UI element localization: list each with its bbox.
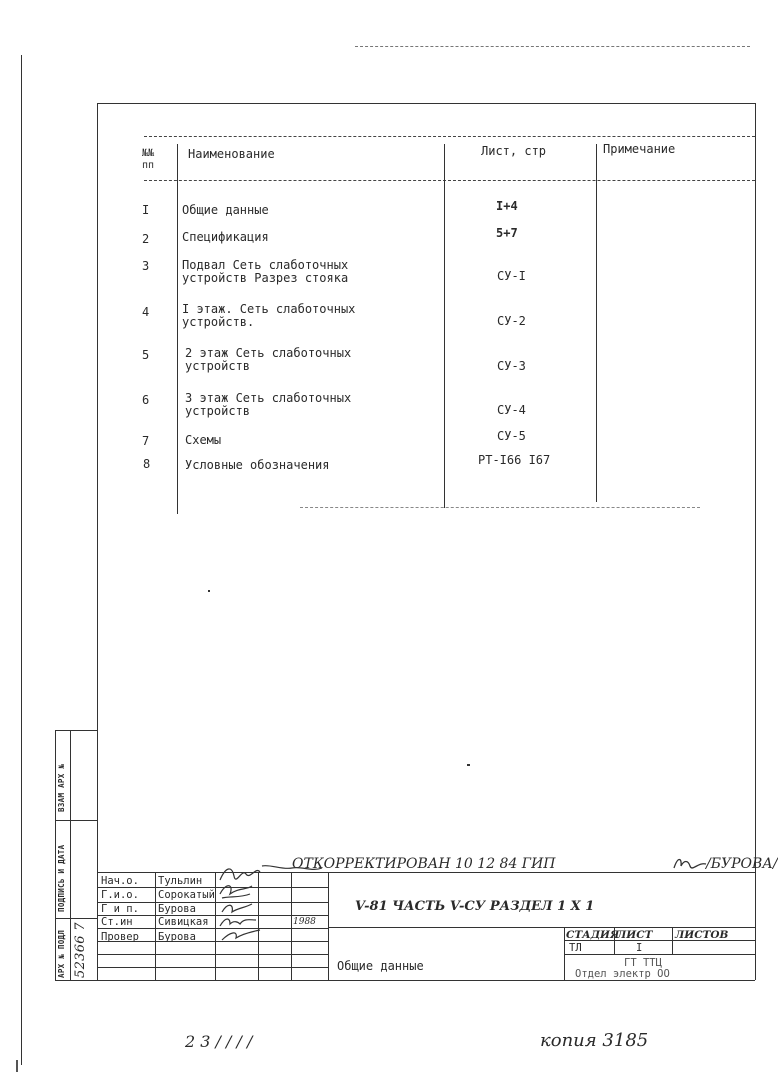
bottom-handwriting-right: копия 3185 bbox=[540, 1030, 649, 1051]
role-label: Провер bbox=[101, 931, 139, 943]
person-name: Бурова bbox=[158, 931, 196, 943]
row-number: 4 bbox=[142, 305, 150, 319]
side-stamp-label: АРХ № ПОДЛ bbox=[57, 929, 66, 978]
title-block-rule bbox=[564, 927, 565, 980]
sheet-value: I bbox=[636, 942, 643, 954]
organization-line-1: ГТ ТТЦ bbox=[624, 957, 662, 969]
side-stamp-rule bbox=[70, 730, 71, 980]
header-name: Наименование bbox=[188, 147, 275, 161]
frame-left bbox=[97, 103, 98, 980]
role-label: Ст.ин bbox=[101, 916, 133, 928]
title-block-rule bbox=[672, 927, 673, 954]
row-number: 8 bbox=[143, 457, 151, 471]
table-bottom-rule bbox=[300, 507, 700, 508]
row-name: 3 этаж Сеть слаботочных устройств bbox=[185, 391, 352, 418]
row-sheet: СУ-I bbox=[497, 269, 526, 283]
row-name: Условные обозначения bbox=[185, 458, 330, 472]
row-sheet: СУ-5 bbox=[497, 429, 526, 443]
row-sheet: СУ-3 bbox=[497, 359, 526, 373]
row-sheet: СУ-4 bbox=[497, 403, 526, 417]
archive-number: 52366 7 bbox=[73, 922, 88, 978]
title-block-rule bbox=[97, 967, 328, 968]
role-label: Нач.о. bbox=[101, 875, 139, 887]
signature-marks bbox=[216, 862, 328, 950]
binding-line bbox=[21, 55, 22, 1065]
correction-name: /БУРОВА/ bbox=[706, 856, 778, 872]
header-sheet: Лист, стр bbox=[481, 144, 547, 158]
table-header-bottom-rule bbox=[144, 180, 755, 181]
header-number: №№ пп bbox=[142, 148, 155, 171]
side-stamp-label: ВЗАМ АРХ № bbox=[57, 763, 66, 812]
row-sheet: I+4 bbox=[496, 199, 518, 213]
title-block-rule bbox=[328, 927, 755, 928]
person-name: Сивицкая bbox=[158, 916, 209, 928]
table-header-top-rule bbox=[144, 136, 755, 137]
table-col-divider-3 bbox=[596, 144, 597, 502]
edge-tick bbox=[16, 1060, 18, 1072]
sheet-title: Общие данные bbox=[337, 959, 424, 973]
frame-right bbox=[755, 103, 756, 980]
person-name: Сорокатый bbox=[158, 889, 215, 901]
organization-line-2: Отдел электр ОО bbox=[575, 968, 670, 980]
title-block-rule bbox=[155, 872, 156, 980]
role-label: Г.и.о. bbox=[101, 889, 139, 901]
row-number: 5 bbox=[142, 348, 150, 362]
row-name: Спецификация bbox=[182, 230, 269, 244]
row-name: I этаж. Сеть слаботочных устройств. bbox=[182, 302, 356, 329]
speck-mark bbox=[208, 590, 210, 592]
sheet-header: ЛИСТ bbox=[617, 929, 653, 941]
signature-gip bbox=[672, 854, 708, 878]
sheets-header: ЛИСТОВ bbox=[675, 929, 729, 941]
role-label: Г и п. bbox=[101, 903, 139, 915]
project-code: V-81 ЧАСТЬ V-СУ РАЗДЕЛ 1 Х 1 bbox=[355, 899, 595, 914]
bottom-handwriting-left: 2 3 / / / / bbox=[185, 1032, 253, 1051]
speck-mark bbox=[467, 764, 470, 766]
person-name: Тульлин bbox=[158, 875, 203, 887]
side-stamp-rule bbox=[55, 730, 97, 731]
row-name: Подвал Сеть слаботочных устройств Разрез стояка bbox=[182, 258, 349, 285]
side-stamp-rule bbox=[55, 918, 97, 919]
signature-date: 1988 bbox=[293, 917, 316, 927]
row-sheet: 5+7 bbox=[496, 226, 518, 240]
side-stamp-rule bbox=[55, 820, 97, 821]
frame-bottom bbox=[55, 980, 755, 981]
table-col-divider-2 bbox=[444, 144, 445, 508]
row-name: 2 этаж Сеть слаботочных устройств bbox=[185, 346, 352, 373]
correction-note: ОТКОРРЕКТИРОВАН 10 12 84 ГИП bbox=[292, 856, 556, 872]
row-number: 2 bbox=[142, 232, 150, 246]
side-stamp-rule bbox=[55, 730, 56, 980]
top-margin-dashes bbox=[355, 46, 750, 47]
person-name: Бурова bbox=[158, 903, 196, 915]
title-block-rule bbox=[97, 954, 328, 955]
row-number: 3 bbox=[142, 259, 150, 273]
title-block-rule bbox=[564, 954, 755, 955]
table-col-divider-1 bbox=[177, 144, 178, 514]
row-sheet: РТ-I66 I67 bbox=[478, 453, 551, 467]
stage-value: ТЛ bbox=[569, 942, 582, 954]
title-block-rule bbox=[97, 872, 755, 873]
row-name: Общие данные bbox=[182, 203, 269, 217]
frame-top bbox=[97, 103, 755, 104]
row-sheet: СУ-2 bbox=[497, 314, 526, 328]
header-note: Примечание bbox=[603, 142, 676, 156]
side-stamp-label: ПОДПИСЬ И ДАТА bbox=[57, 844, 66, 912]
row-number: 7 bbox=[142, 434, 150, 448]
row-number: I bbox=[142, 203, 150, 217]
row-number: 6 bbox=[142, 393, 150, 407]
row-name: Схемы bbox=[185, 433, 222, 447]
stage-header: СТАДИЯ bbox=[566, 929, 620, 941]
title-block-rule bbox=[328, 872, 329, 980]
